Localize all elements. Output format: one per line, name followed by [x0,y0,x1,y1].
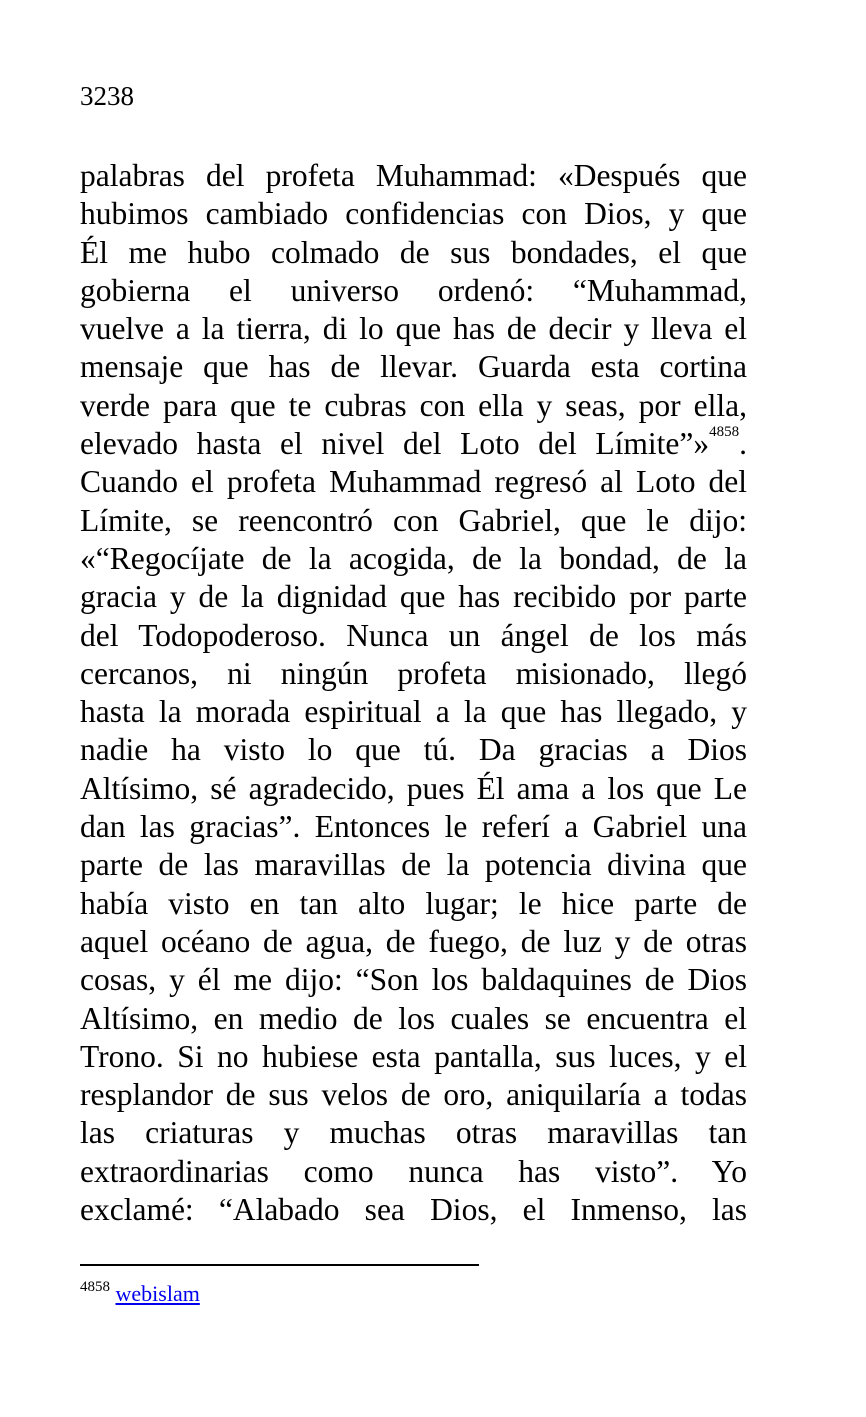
body-paragraph [80,157,747,1229]
text-line: Altísimo, en medio de los cuales se encuentra el [80,1000,747,1036]
text-line: gracia y de la dignidad que has recibido por parte [80,579,747,615]
text-line: Él me hubo colmado de sus bondades, el que [80,234,747,270]
text-line: cercanos, ni ningún profeta misionado, llegó [80,655,747,691]
text-line: dan las gracias”. Entonces le referí a Gabriel una [80,809,747,845]
text-line: del Todopoderoso. Nunca un ángel de los más [80,617,747,653]
text-line: hubimos cambiado confidencias con Dios, y que [80,196,747,232]
text-line: vuelve a la tierra, di lo que has de decir y lleva el [80,311,747,347]
footnote-divider [80,1264,479,1266]
text-line: cosas, y él me dijo: “Son los baldaquines de Dios [80,962,747,998]
page-number: 3238 [80,81,134,111]
text-line: extraordinarias como nunca has visto”. Yo [80,1153,747,1189]
text-line: Límite, se reencontró con Gabriel, que le dijo: [80,502,747,538]
text-line: hasta la morada espiritual a la que has llegado, y [80,694,747,730]
text-line: Trono. Si no hubiese esta pantalla, sus luces, y el [80,1038,747,1074]
text-line: «“Regocíjate de la acogida, de la bondad, de la [80,540,747,576]
text-line: parte de las maravillas de la potencia divina que [80,847,747,883]
text-line: nadie ha visto lo que tú. Da gracias a Dios [80,732,747,768]
text-segment: . [739,426,747,462]
text-line: mensaje que has de llevar. Guarda esta cortina [80,349,747,385]
text-line: palabras del profeta Muhammad: «Después que [80,158,747,193]
text-line: gobierna el universo ordenó: “Muhammad, [80,272,747,308]
text-line: verde para que te cubras con ella y seas, por ella, [80,387,747,423]
text-line: exclamé: “Alabado sea Dios, el Inmenso, las [80,1192,747,1228]
text-segment: elevado hasta el nivel del Loto del Límite”» [80,426,710,462]
text-line: resplandor de sus velos de oro, aniquilaría a todas [80,1077,747,1113]
footnote-link[interactable]: webislam [115,1281,200,1306]
footnote-number: 4858 [80,1279,110,1295]
text-line: Altísimo, sé agradecido, pues Él ama a los que Le [80,770,747,806]
text-line: Cuando el profeta Muhammad regresó al Loto del [80,464,747,500]
text-line: aquel océano de agua, de fuego, de luz y de otras [80,923,747,959]
text-line: había visto en tan alto lugar; le hice parte de [80,885,747,921]
text-line: las criaturas y muchas otras maravillas tan [80,1115,747,1151]
footnote-reference[interactable]: 4858 [709,424,740,441]
text-line-with-footnote [80,425,747,463]
footnote [80,1280,200,1308]
